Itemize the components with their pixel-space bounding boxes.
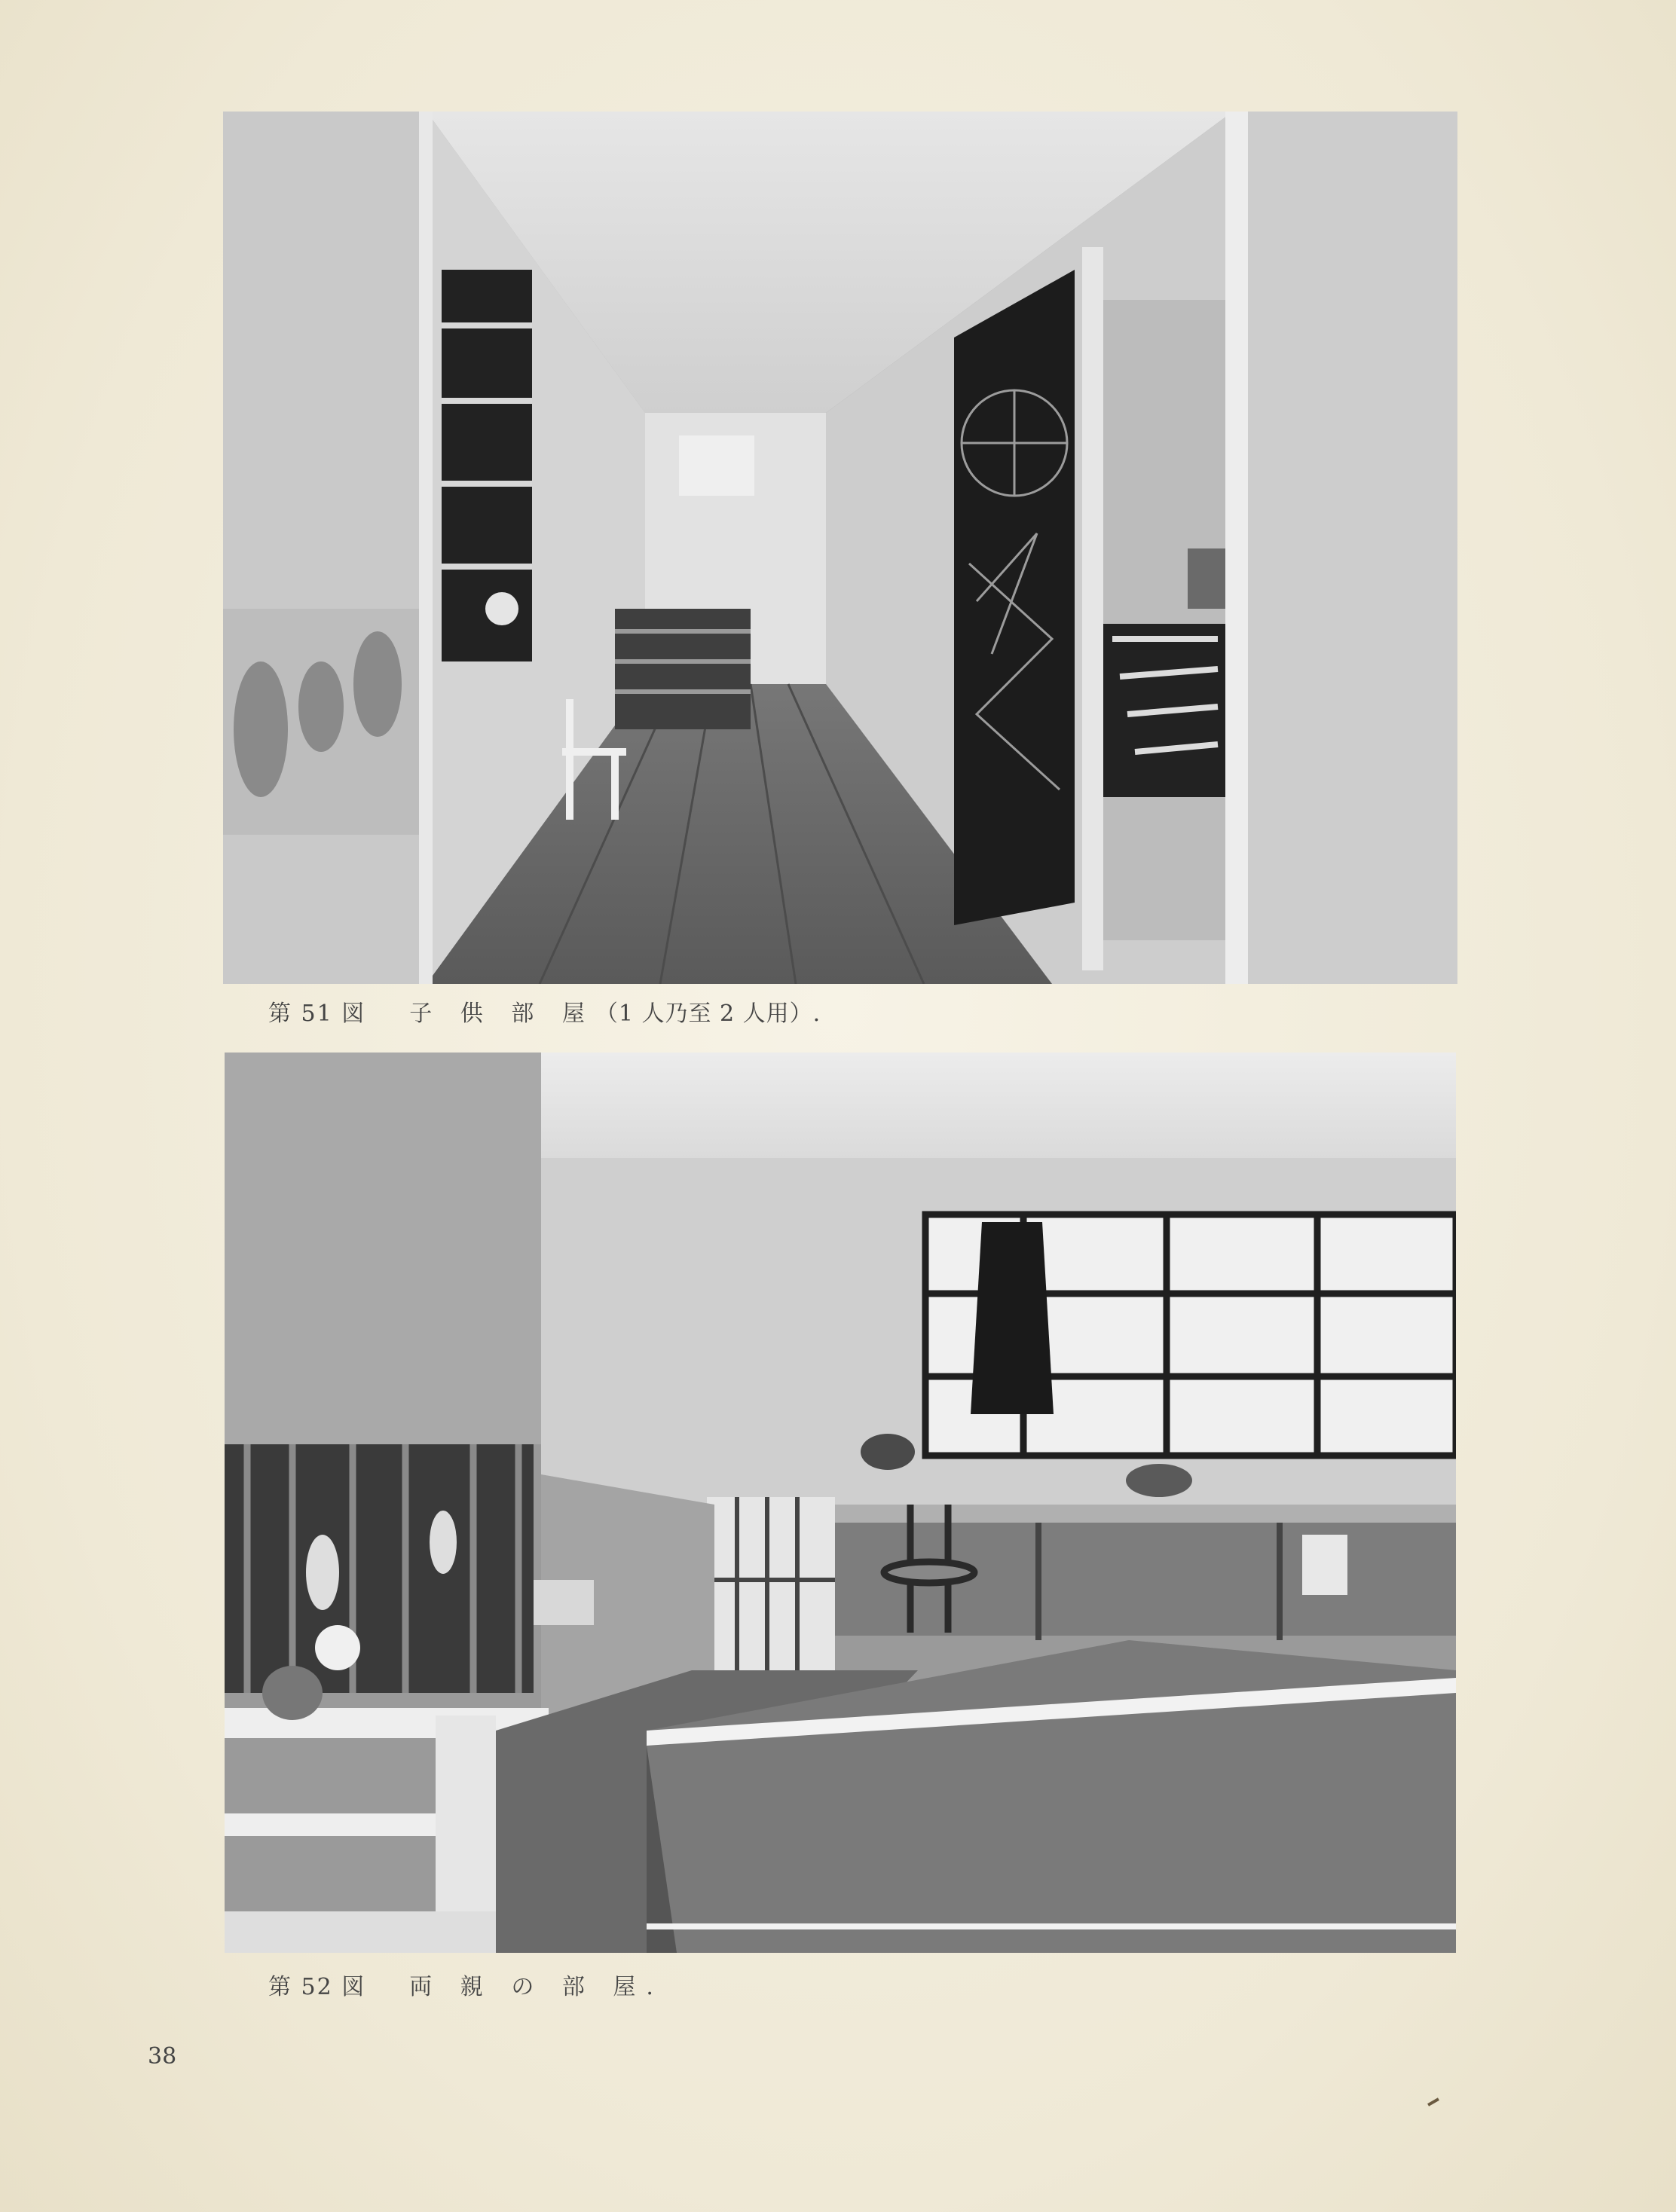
figure-51-caption: [268, 994, 821, 1028]
figure-52-title: 両 親 の 部 屋.: [409, 1974, 664, 2000]
figure-51-number: 第 51 図: [268, 1001, 366, 1027]
figure-51-title: 子 供 部 屋: [409, 1001, 595, 1027]
page-number: 38: [148, 2043, 177, 2070]
figure-52-caption: [268, 1968, 664, 2001]
photo-parents-room: [225, 1053, 1456, 1953]
figure-51-subtitle: （1 人乃至 2 人用）.: [595, 1001, 821, 1027]
figure-52-number: 第 52 図: [268, 1974, 366, 2000]
photo-childrens-room: [223, 112, 1457, 984]
